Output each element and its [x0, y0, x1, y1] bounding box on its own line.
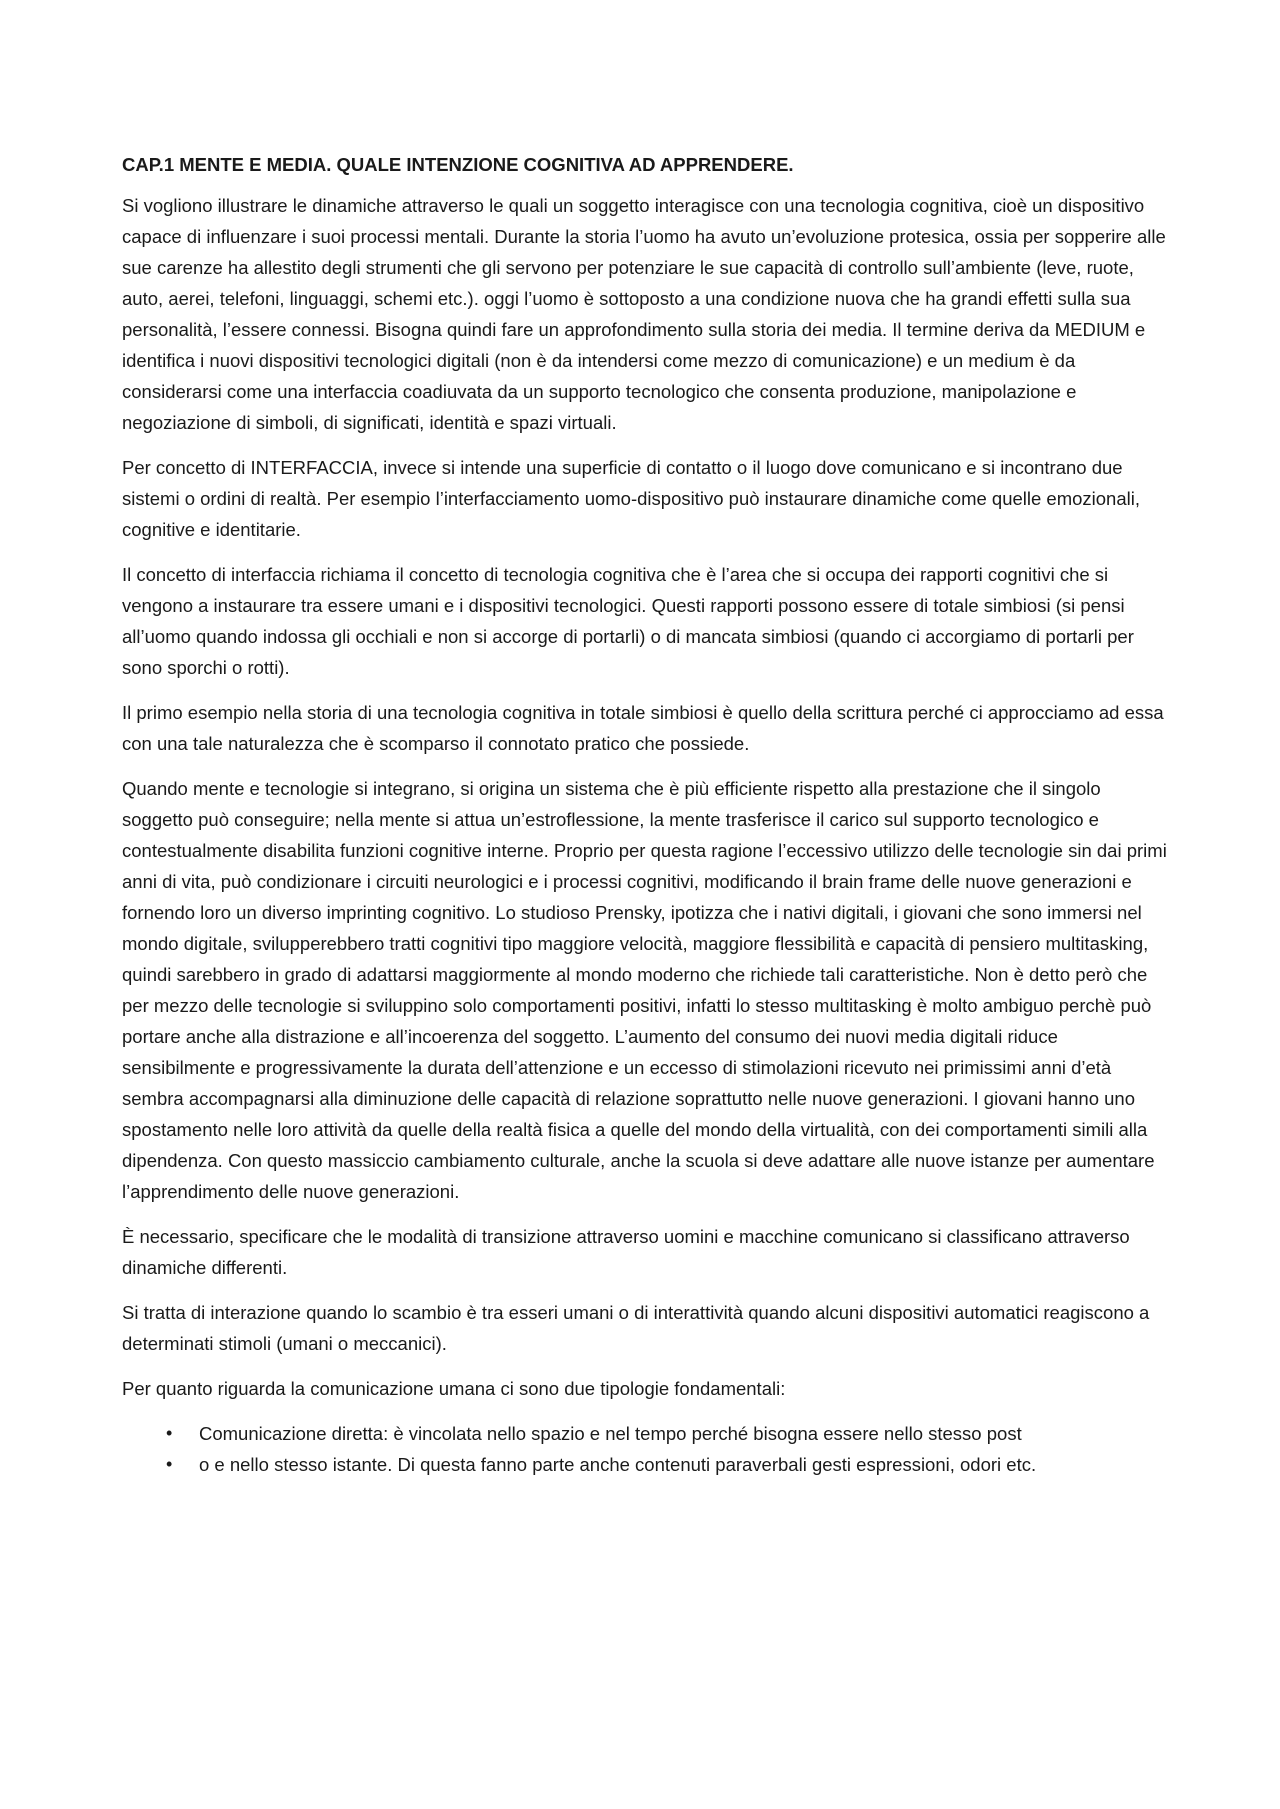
- list-item-text: o e nello stesso istante. Di questa fanno parte anche contenuti paraverbali gesti espressioni, odori etc.: [199, 1454, 1037, 1475]
- paragraph-mente-tecnologie: Quando mente e tecnologie si integrano, si origina un sistema che è più efficiente rispetto alla prestazione che il singolo soggetto può conseguire; nella mente si attua un’estroflessione, la mente trasferisce il carico sul supporto tecnologico e contestualmente disabilita funzioni cognitive interne. Proprio per questa ragione l’eccessivo utilizzo delle tecnologie sin dai primi anni di vita, può condizionare i circuiti neurologici e i processi cognitivi, modificando il brain frame delle nuove generazioni e fornendo loro un diverso imprinting cognitivo. Lo studioso Prensky, ipotizza che i nativi digitali, i giovani che sono immersi nel mondo digitale, svilupperebbero tratti cognitivi tipo maggiore velocità, maggiore flessibilità e capacità di pensiero multitasking, quindi sarebbero in grado di adattarsi maggiormente al mondo moderno che richiede tali caratteristiche. Non è detto però che per mezzo delle tecnologie si sviluppino solo comportamenti positivi, infatti lo stesso multitasking è molto ambiguo perchè può portare anche alla distrazione e all’incoerenza del soggetto. L’aumento del consumo dei nuovi media digitali riduce sensibilmente e progressivamente la durata dell’attenzione e un eccesso di stimolazioni ricevuto nei primissimi anni d’età sembra accompagnarsi alla diminuzione delle capacità di relazione soprattutto nelle nuove generazioni. I giovani hanno uno spostamento nelle loro attività da quelle della realtà fisica a quelle del mondo della virtualità, con dei comportamenti simili alla dipendenza. Con questo massiccio cambiamento culturale, anche la scuola si deve adattare alle nuove istanze per aumentare l’apprendimento delle nuove generazioni.: [122, 778, 1167, 1202]
- list-item: [122, 1449, 1174, 1480]
- list-item-text: Comunicazione diretta: è vincolata nello spazio e nel tempo perché bisogna essere nello stesso post: [199, 1423, 1022, 1444]
- paragraph-interfaccia: Per concetto di INTERFACCIA, invece si intende una superficie di contatto o il luogo dove comunicano e si incontrano due sistemi o ordini di realtà. Per esempio l’interfacciamento uomo-dispositivo può instaurare dinamiche come quelle emozionali, cognitive e identitarie.: [122, 457, 1140, 540]
- list-item: [122, 1418, 1174, 1449]
- chapter-heading: CAP.1 MENTE E MEDIA. QUALE INTENZIONE COGNITIVA AD APPRENDERE.: [122, 154, 794, 175]
- paragraph-tecnologia-cognitiva: Il concetto di interfaccia richiama il concetto di tecnologia cognitiva che è l’area che si occupa dei rapporti cognitivi che si vengono a instaurare tra essere umani e i dispositivi tecnologici. Questi rapporti possono essere di totale simbiosi (si pensi all’uomo quando indossa gli occhiali e non si accorge di portarli) o di mancata simbiosi (quando ci accorgiamo di portarli per sono sporchi o rotti).: [122, 564, 1134, 678]
- document-page: [122, 152, 1174, 1480]
- bullet-icon: •: [166, 1423, 173, 1443]
- bullet-list: [122, 1418, 1174, 1480]
- paragraph-interazione: Si tratta di interazione quando lo scambio è tra esseri umani o di interattività quando alcuni dispositivi automatici reagiscono a determinati stimoli (umani o meccanici).: [122, 1302, 1150, 1354]
- paragraph-intro: Si vogliono illustrare le dinamiche attraverso le quali un soggetto interagisce con una tecnologia cognitiva, cioè un dispositivo capace di influenzare i suoi processi mentali. Durante la storia l’uomo ha avuto un’evoluzione protesica, ossia per sopperire alle sue carenze ha allestito degli strumenti che gli servono per potenziare le sue capacità di controllo sull’ambiente (leve, ruote, auto, aerei, telefoni, linguaggi, schemi etc.). oggi l’uomo è sottoposto a una condizione nuova che ha grandi effetti sulla sua personalità, l’essere connessi. Bisogna quindi fare un approfondimento sulla storia dei media. Il termine deriva da MEDIUM e identifica i nuovi dispositivi tecnologici digitali (non è da intendersi come mezzo di comunicazione) e un medium è da considerarsi come una interfaccia coadiuvata da un supporto tecnologico che consenta produzione, manipolazione e negoziazione di simboli, di significati, identità e spazi virtuali.: [122, 195, 1166, 433]
- paragraph-scrittura: Il primo esempio nella storia di una tecnologia cognitiva in totale simbiosi è quello della scrittura perché ci approcciamo ad essa con una tale naturalezza che è scomparso il connotato pratico che possiede.: [122, 702, 1164, 754]
- paragraph-comunicazione-umana: Per quanto riguarda la comunicazione umana ci sono due tipologie fondamentali:: [122, 1378, 786, 1399]
- paragraph-transizione: È necessario, specificare che le modalità di transizione attraverso uomini e macchine comunicano si classificano attraverso dinamiche differenti.: [122, 1226, 1130, 1278]
- bullet-icon: •: [166, 1454, 173, 1474]
